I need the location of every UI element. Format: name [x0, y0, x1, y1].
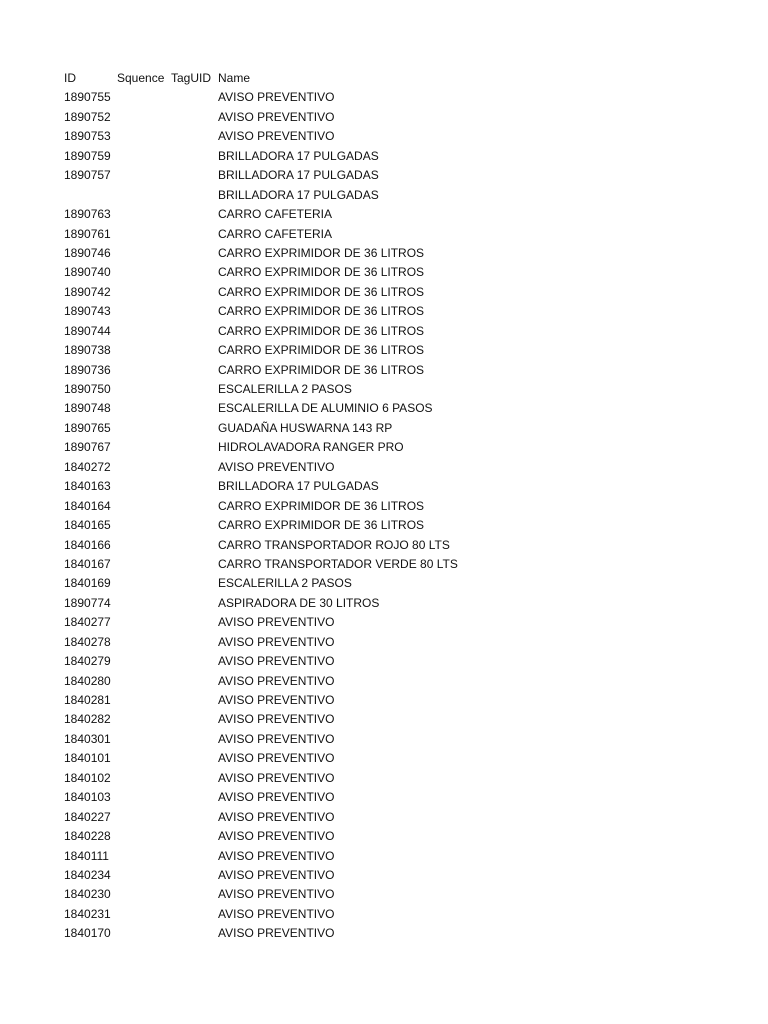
cell-name: ESCALERILLA DE ALUMINIO 6 PASOS [218, 401, 433, 416]
cell-id: 1840230 [64, 887, 111, 902]
cell-id: 1890740 [64, 265, 111, 280]
table-row [64, 341, 754, 360]
cell-name: BRILLADORA 17 PULGADAS [218, 168, 379, 183]
table-row [64, 516, 754, 535]
cell-id: 1840167 [64, 556, 111, 571]
cell-name: AVISO PREVENTIVO [218, 829, 335, 844]
table-row [64, 263, 754, 282]
table-row [64, 225, 754, 244]
cell-name: ESCALERILLA 2 PASOS [218, 382, 352, 396]
cell-name: CARRO TRANSPORTADOR VERDE 80 LTS [218, 556, 458, 571]
cell-name: BRILLADORA 17 PULGADAS [218, 187, 379, 202]
table-row [64, 788, 754, 807]
cell-name: AVISO PREVENTIVO [218, 673, 335, 688]
cell-name: AVISO PREVENTIVO [218, 109, 335, 124]
table-row [64, 438, 754, 457]
table-row [64, 691, 754, 710]
table-row [64, 322, 754, 341]
cell-name: CARRO EXPRIMIDOR DE 36 LITROS [218, 245, 425, 260]
cell-id: 1840169 [64, 576, 111, 591]
header-name: Name [218, 71, 251, 85]
cell-name: ASPIRADORA DE 30 LITROS [218, 595, 380, 610]
table-row [64, 672, 754, 691]
cell-id: 1840277 [64, 615, 111, 630]
cell-id: 1840111 [64, 848, 109, 863]
cell-id: 1890774 [64, 595, 111, 610]
table-row [64, 808, 754, 827]
cell-name: CARRO EXPRIMIDOR DE 36 LITROS [218, 284, 425, 299]
cell-id: 1890736 [64, 362, 111, 377]
table-row [64, 769, 754, 788]
cell-name: CARRO CAFETERIA [218, 207, 333, 222]
header-row [64, 69, 754, 88]
cell-name: AVISO PREVENTIVO [218, 459, 335, 474]
table-row [64, 536, 754, 555]
cell-id: 1890759 [64, 148, 111, 163]
cell-id: 1840281 [64, 693, 111, 707]
cell-name: CARRO EXPRIMIDOR DE 36 LITROS [218, 362, 425, 377]
cell-id: 1840163 [64, 479, 111, 494]
cell-id: 1890738 [64, 343, 111, 358]
cell-id: 1890748 [64, 401, 111, 416]
cell-name: CARRO EXPRIMIDOR DE 36 LITROS [218, 343, 425, 358]
cell-id: 1840280 [64, 673, 111, 688]
cell-name: AVISO PREVENTIVO [218, 887, 335, 902]
table-row [64, 88, 754, 107]
cell-id: 1890744 [64, 323, 111, 338]
cell-name: GUADAÑA HUSWARNA 143 RP [218, 420, 393, 435]
cell-id: 1840102 [64, 770, 111, 785]
cell-id: 1840272 [64, 459, 111, 474]
cell-name: ESCALERILLA 2 PASOS [218, 576, 352, 591]
cell-name: AVISO PREVENTIVO [218, 129, 335, 144]
table-row [64, 633, 754, 652]
cell-id: 1890763 [64, 207, 111, 222]
cell-id: 1840165 [64, 518, 111, 533]
cell-id: 1890765 [64, 420, 111, 435]
table-row [64, 749, 754, 768]
cell-id: 1840103 [64, 790, 111, 805]
table-row [64, 419, 754, 438]
table-row [64, 477, 754, 496]
cell-id: 1890746 [64, 245, 111, 260]
cell-name: AVISO PREVENTIVO [218, 712, 335, 727]
cell-id: 1890742 [64, 284, 111, 299]
cell-name: AVISO PREVENTIVO [218, 770, 335, 785]
table-row [64, 555, 754, 574]
table-row [64, 594, 754, 613]
table-row [64, 730, 754, 749]
table-row [64, 244, 754, 263]
cell-id: 1890753 [64, 129, 111, 144]
table-row [64, 399, 754, 418]
table-row [64, 497, 754, 516]
spreadsheet-table [64, 69, 754, 944]
cell-id: 1840166 [64, 537, 111, 552]
header-id: ID [64, 71, 76, 85]
cell-name: AVISO PREVENTIVO [218, 809, 335, 824]
table-row [64, 147, 754, 166]
header-sequence: Squence [117, 71, 165, 85]
cell-id: 1840227 [64, 809, 111, 824]
cell-name: CARRO EXPRIMIDOR DE 36 LITROS [218, 304, 425, 319]
table-row [64, 866, 754, 885]
cell-name: BRILLADORA 17 PULGADAS [218, 148, 379, 163]
table-row [64, 613, 754, 632]
cell-id: 1840278 [64, 634, 111, 649]
cell-name: CARRO EXPRIMIDOR DE 36 LITROS [218, 265, 425, 280]
table-row [64, 710, 754, 729]
cell-name: AVISO PREVENTIVO [218, 867, 335, 882]
table-row [64, 186, 754, 205]
table-row [64, 283, 754, 302]
cell-name: CARRO TRANSPORTADOR ROJO 80 LTS [218, 537, 450, 552]
cell-id: 1840301 [64, 731, 111, 746]
cell-id: 1890761 [64, 226, 111, 241]
cell-name: CARRO CAFETERIA [218, 226, 333, 241]
cell-id: 1840164 [64, 498, 111, 513]
cell-name: AVISO PREVENTIVO [218, 634, 335, 649]
table-body [64, 88, 754, 943]
cell-name: AVISO PREVENTIVO [218, 790, 335, 805]
table-row [64, 827, 754, 846]
cell-id: 1840231 [64, 906, 111, 921]
cell-id: 1890743 [64, 304, 111, 319]
cell-name: CARRO EXPRIMIDOR DE 36 LITROS [218, 518, 425, 533]
table-row [64, 108, 754, 127]
cell-name: AVISO PREVENTIVO [218, 906, 335, 921]
cell-name: BRILLADORA 17 PULGADAS [218, 479, 379, 494]
cell-name: AVISO PREVENTIVO [218, 90, 335, 105]
table-row [64, 361, 754, 380]
cell-name: CARRO EXPRIMIDOR DE 36 LITROS [218, 498, 425, 513]
cell-name: AVISO PREVENTIVO [218, 848, 335, 863]
cell-name: AVISO PREVENTIVO [218, 751, 335, 766]
table-row [64, 380, 754, 399]
cell-id: 1890757 [64, 168, 111, 183]
cell-id: 1890755 [64, 90, 111, 105]
table-row [64, 652, 754, 671]
cell-name: AVISO PREVENTIVO [218, 615, 335, 630]
cell-name: AVISO PREVENTIVO [218, 693, 335, 707]
table-row [64, 905, 754, 924]
table-row [64, 574, 754, 593]
cell-id: 1840101 [64, 751, 111, 766]
table-row [64, 127, 754, 146]
cell-name: AVISO PREVENTIVO [218, 731, 335, 746]
table-row [64, 205, 754, 224]
cell-name: HIDROLAVADORA RANGER PRO [218, 440, 404, 455]
header-taguid: TagUID [171, 71, 212, 85]
table-row [64, 847, 754, 866]
cell-id: 1840228 [64, 829, 111, 844]
cell-id: 1840170 [64, 926, 111, 941]
cell-id: 1840279 [64, 654, 111, 669]
cell-id: 1890767 [64, 440, 111, 455]
cell-id: 1890750 [64, 382, 111, 396]
table-row [64, 302, 754, 321]
table-row [64, 458, 754, 477]
cell-id: 1890752 [64, 109, 111, 124]
table-row [64, 885, 754, 904]
cell-name: AVISO PREVENTIVO [218, 926, 335, 941]
table-row [64, 924, 754, 943]
cell-name: CARRO EXPRIMIDOR DE 36 LITROS [218, 323, 425, 338]
cell-name: AVISO PREVENTIVO [218, 654, 335, 669]
cell-id: 1840234 [64, 867, 111, 882]
cell-id: 1840282 [64, 712, 111, 727]
table-row [64, 166, 754, 185]
